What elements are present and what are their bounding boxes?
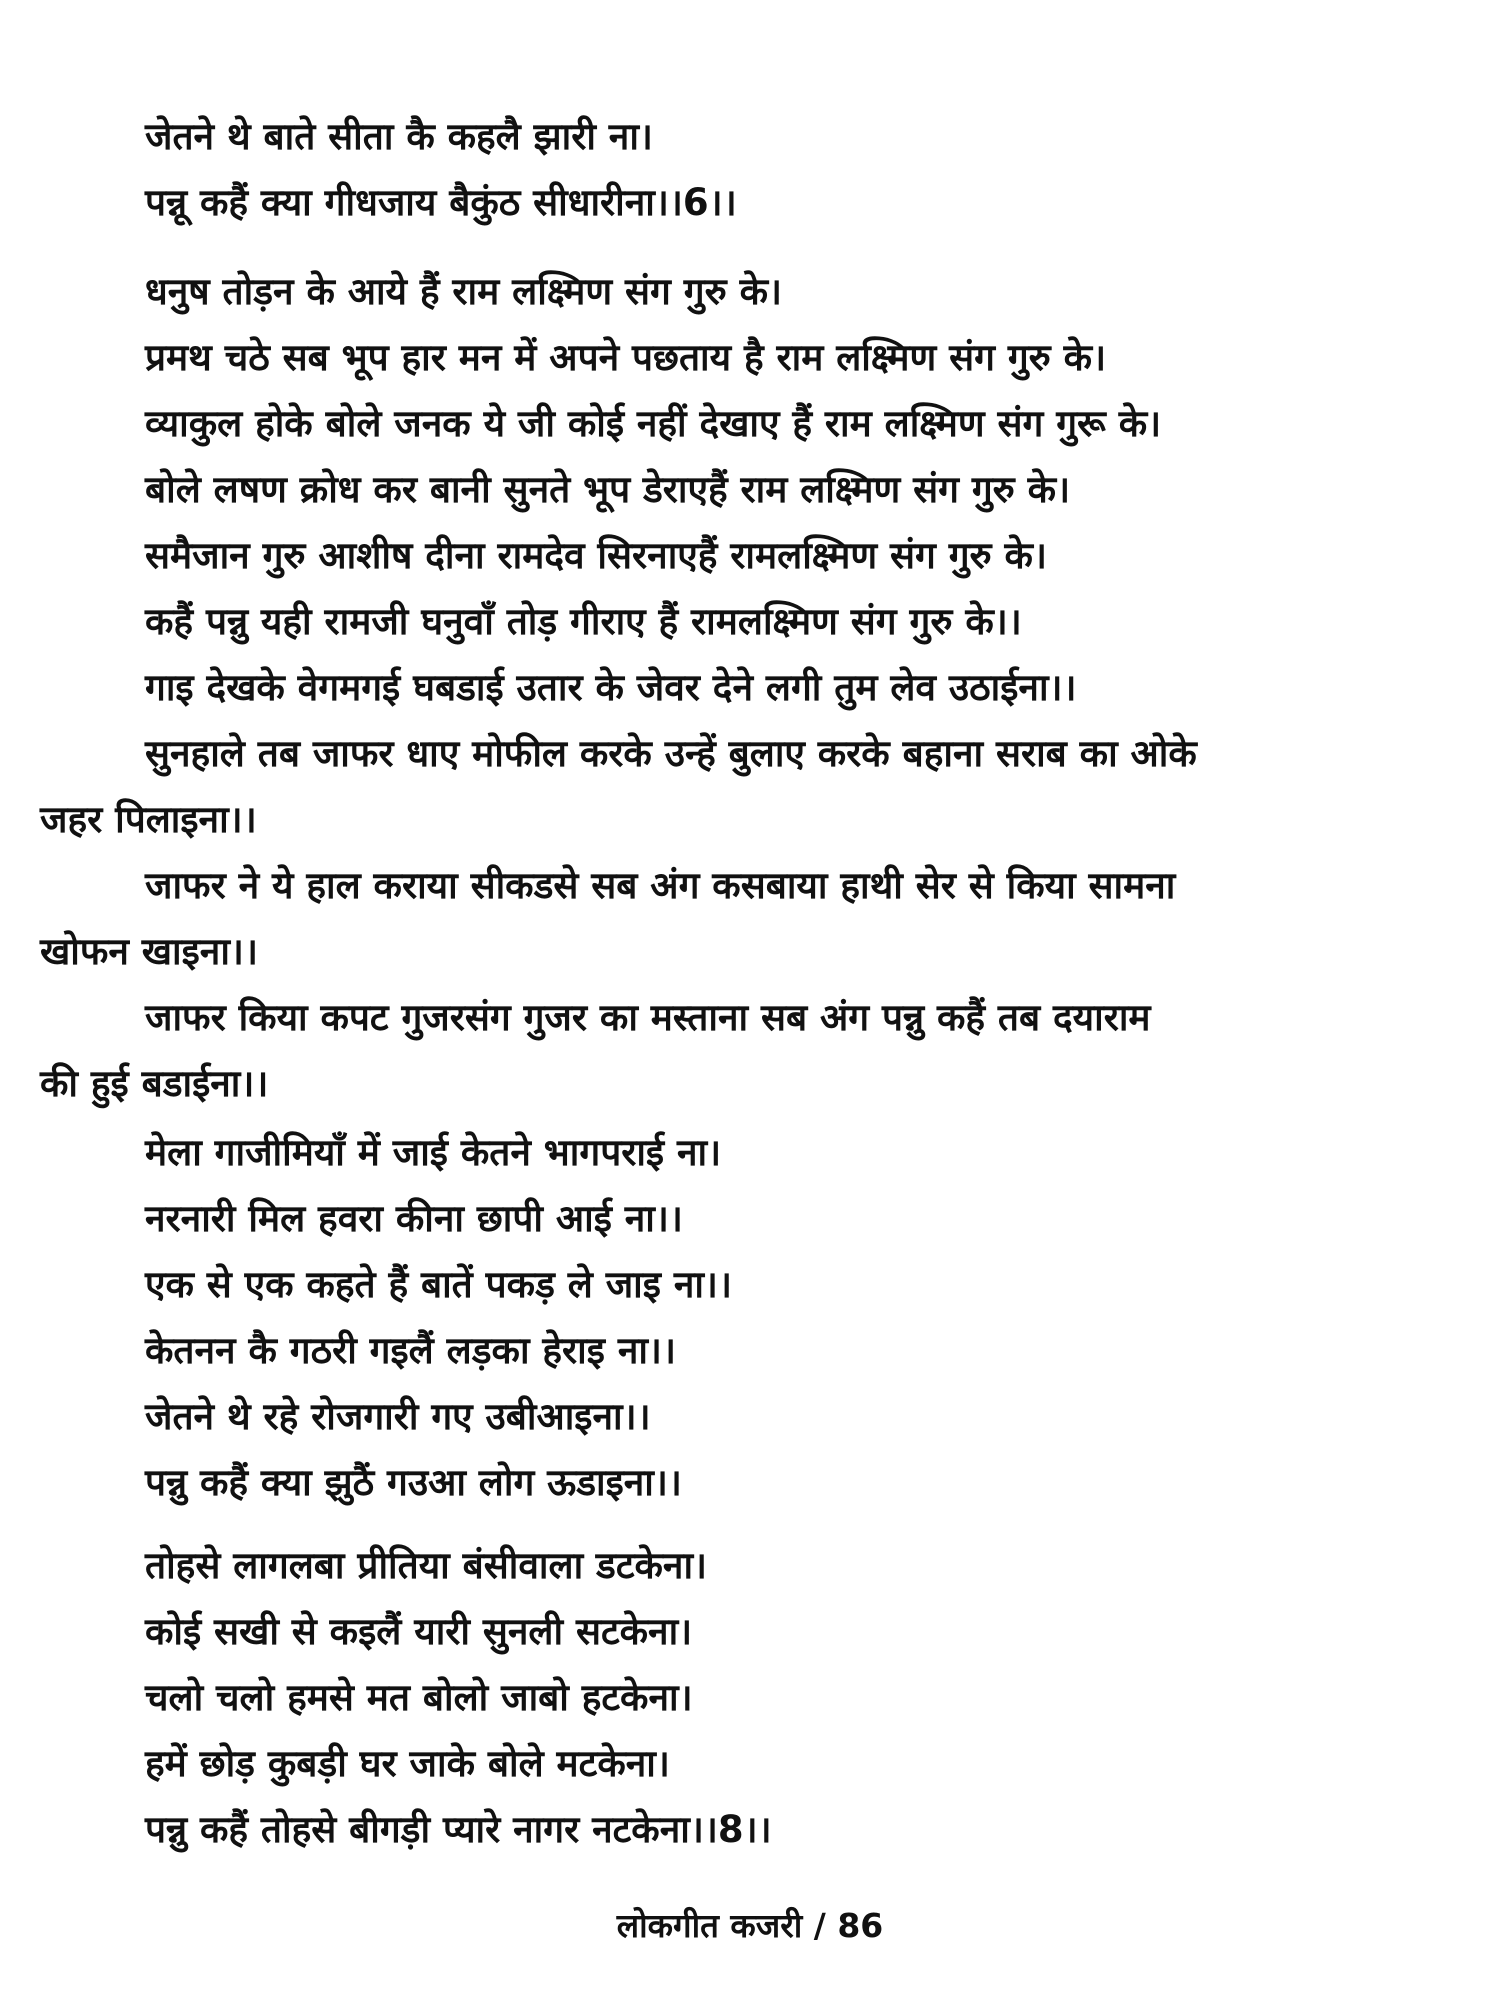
verse-line: गाइ देखके वेगमगई घबडाई उतार के जेवर देने लगी तुम लेव उठाईना।।	[145, 666, 1077, 709]
verse-line: एक से एक कहते हैं बातें पकड़ ले जाइ ना।।	[145, 1263, 732, 1306]
verse-line: जाफर ने ये हाल कराया सीकडसे सब अंग कसबाया हाथी सेर से किया सामना	[145, 864, 1176, 907]
verse-line: पन्नु कहैं तोहसे बीगड़ी प्यारे नागर नटकेना।।8।।	[145, 1808, 772, 1851]
verse-line: सुनहाले तब जाफर धाए मोफील करके उन्हें बुलाए करके बहाना सराब का ओके	[145, 732, 1197, 775]
verse-line: बोले लषण क्रोध कर बानी सुनते भूप डेराएहैं राम लक्ष्मिण संग गुरु के।	[145, 468, 1071, 511]
verse-line: चलो चलो हमसे मत बोलो जाबो हटकेना।	[145, 1676, 693, 1719]
footer-title-page-number: लोकगीत कजरी / 86	[616, 1906, 884, 1945]
verse-line: की हुई बडाईना।।	[40, 1062, 269, 1105]
verse-line: केतनन कै गठरी गइलैं लड़का हेराइ ना।।	[145, 1329, 676, 1372]
verse-line: जाफर किया कपट गुजरसंग गुजर का मस्ताना सब अंग पन्नु कहैं तब दयाराम	[145, 996, 1151, 1039]
verse-line: धनुष तोड़न के आये हैं राम लक्ष्मिण संग गुरु के।	[145, 270, 783, 313]
verse-line: हमें छोड़ कुबड़ी घर जाके बोले मटकेना।	[145, 1742, 670, 1785]
verse-line: समैजान गुरु आशीष दीना रामदेव सिरनाएहैं रामलक्ष्मिण संग गुरु के।	[145, 534, 1047, 577]
page-footer	[0, 1902, 1500, 1947]
verse-line: जेतने थे बाते सीता कै कहलै झारी ना।	[145, 115, 653, 158]
verse-line: मेला गाजीमियाँ में जाई केतने भागपराई ना।	[145, 1131, 722, 1174]
verse-line: पन्नू कहैं क्या गीधजाय बैकुंठ सीधारीना।।6।।	[145, 181, 737, 224]
verse-line: व्याकुल होके बोले जनक ये जी कोई नहीं देखाए हैं राम लक्ष्मिण संग गुरू के।	[145, 402, 1162, 445]
verse-line: जहर पिलाइना।।	[40, 798, 257, 841]
verse-line: कहैं पन्नु यही रामजी घनुवाँ तोड़ गीराए हैं रामलक्ष्मिण संग गुरु के।।	[145, 600, 1022, 643]
verse-line: पन्नु कहैं क्या झुठैं गउआ लोग ऊडाइना।।	[145, 1461, 682, 1504]
verse-line: कोई सखी से कइलैं यारी सुनली सटकेना।	[145, 1610, 693, 1653]
verse-line: प्रमथ चठे सब भूप हार मन में अपने पछताय है राम लक्ष्मिण संग गुरु के।	[145, 336, 1107, 379]
verse-line: तोहसे लागलबा प्रीतिया बंसीवाला डटकेना।	[145, 1544, 708, 1587]
verse-line: खोफन खाइना।।	[40, 930, 258, 973]
verse-line: नरनारी मिल हवरा कीना छापी आई ना।।	[145, 1197, 683, 1240]
verse-line: जेतने थे रहे रोजगारी गए उबीआइना।।	[145, 1395, 651, 1438]
